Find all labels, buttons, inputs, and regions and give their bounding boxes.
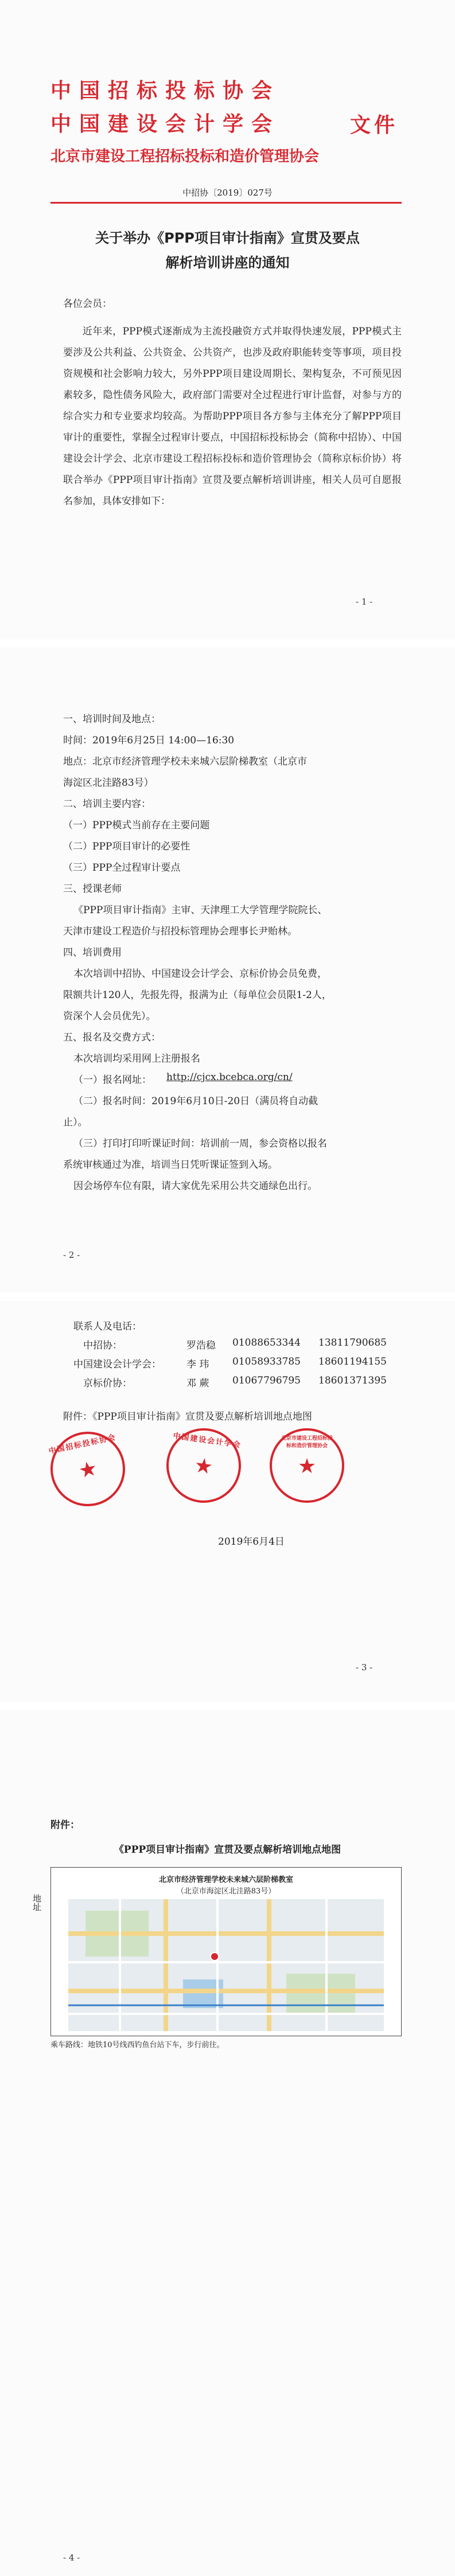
- star-icon: ★: [297, 1455, 317, 1478]
- map-caption-2: （北京市海淀区北洼路83号）: [176, 1887, 276, 1896]
- page-4: [0, 1710, 455, 2576]
- seal-2-text: 中国建设会计学会: [172, 1432, 242, 1450]
- intro-paragraph: 近年来，PPP模式逐渐成为主流投融资方式并取得快速发展，PPP模式主要涉及公共利益、公共资金、公共资产，也涉及政府职能转变等事项，项目投资规模和社会影响力较大，另外PPP项目建设周期长、架构复杂，不可预见因素较多，隐性债务风险大，政府部门需要对全过程进行审计监督，对参与方的综合实力和专业要求均较高。为帮助PPP项目各方参与主体充分了解PPP项目审计的重要性，掌握全过程审计要点，中国招标投标协会（简称中招协）、中国建设会计学会、北京市建设工程招标投标和造价管理协会（简称京标价协）将联合举办《PPP项目审计指南》宣贯及要点解析培训讲座，相关人员可自愿报名参加，具体安排如下：: [63, 326, 402, 507]
- registration-url-link[interactable]: http://cjcx.bcebca.org/cn/: [166, 1071, 293, 1083]
- seal-stamp-1: [44, 1425, 132, 1513]
- seal-stamp-2: [162, 1424, 246, 1508]
- doc-title-line-2: 解析培训讲座的通知: [165, 255, 290, 271]
- contact-phone: 01088653344: [232, 1337, 301, 1349]
- fee-line-1: 本次培训中招协、中国建设会计学会、京标价协会员免费，: [73, 968, 327, 980]
- contact-org: 京标价协：: [83, 1378, 132, 1389]
- location-map: [68, 1899, 384, 2031]
- content-item: （三）PPP全过程审计要点: [63, 862, 181, 874]
- page-number-1: - 1 -: [356, 597, 373, 607]
- destination-marker: [211, 1953, 219, 1961]
- seal-1-text: 中国招标投标协会: [48, 1433, 118, 1456]
- content-item: （二）PPP项目审计的必要性: [63, 841, 190, 852]
- section-1-heading: 一、培训时间及地点：: [63, 714, 161, 725]
- seal-3-text: 北京市建设工程招标投标和造价管理协会: [281, 1436, 333, 1449]
- contact-phone: 01058933785: [232, 1356, 301, 1367]
- registration-time-end: 止）。: [63, 1117, 88, 1128]
- attachment-label: 附件：: [50, 1819, 80, 1831]
- parking-note: 因会场停车位有限，请大家优先采用公共交通绿色出行。: [73, 1180, 317, 1192]
- registration-intro: 本次培训均采用网上注册报名: [73, 1053, 200, 1065]
- map-side-label: 地址: [32, 1894, 42, 1911]
- page-1: [0, 0, 455, 640]
- teacher-line-1: 《PPP项目审计指南》主审、天津理工大学管理学院院长、: [73, 905, 328, 916]
- red-rule: [50, 202, 402, 204]
- training-place-2: 海淀区北洼路83号）: [63, 777, 154, 789]
- map-caption-1: 北京市经济管理学校未来城六层阶梯教室: [158, 1876, 293, 1884]
- salutation: 各位会员：: [63, 298, 112, 310]
- section-5-heading: 五、报名及交费方式：: [63, 1032, 161, 1043]
- ticket-print-note-2: 系统审核通过为准，培训当日凭听课证签到入场。: [63, 1159, 278, 1171]
- contact-name: 罗浩稳: [186, 1340, 216, 1351]
- star-icon: ★: [76, 1456, 100, 1483]
- star-icon: ★: [192, 1453, 215, 1480]
- ticket-print-note: （三）打印打印听课证时间：培训前一周，参会资格以报名: [73, 1138, 327, 1149]
- contact-mobile: 18601194155: [318, 1356, 387, 1367]
- fee-line-3: 资深个人会员优先）。: [63, 1011, 156, 1022]
- park-area: [286, 1974, 355, 2014]
- page-number-3: - 3 -: [356, 1662, 373, 1673]
- training-place-1: 地点：北京市经济管理学校未来城六层阶梯教室（北京市: [63, 756, 307, 767]
- page-number-2: - 2 -: [63, 1250, 80, 1260]
- fee-line-2: 限额共计120人，先报先得，报满为止（每单位会员限1-2人，: [63, 989, 332, 1001]
- attachment-reference: 附件：《PPP项目审计指南》宣贯及要点解析培训地点地图: [63, 1411, 312, 1423]
- doc-title-line-1: 关于举办《PPP项目审计指南》宣贯及要点: [95, 230, 360, 246]
- seal-stamp-3: [270, 1428, 344, 1503]
- contact-org: 中招协：: [83, 1340, 122, 1351]
- page-2: [0, 648, 455, 1293]
- contact-name: 邓 蕨: [186, 1378, 209, 1389]
- teacher-line-2: 天津市建设工程造价与招投标管理协会理事长尹贻林。: [63, 926, 297, 937]
- registration-time: （二）报名时间：2019年6月10日-20日（满员将自动截: [73, 1096, 318, 1107]
- doc-word: 文件: [350, 113, 399, 137]
- section-3-heading: 三、授课老师: [63, 883, 122, 895]
- issuer-org-3: 北京市建设工程招标投标和造价管理协会: [50, 148, 320, 165]
- page-number-4: - 4 -: [63, 2552, 80, 2563]
- contacts-heading: 联系人及电话：: [73, 1321, 142, 1332]
- contact-phone: 01067796795: [232, 1375, 301, 1386]
- attachment-title: 《PPP项目审计指南》宣贯及要点解析培训地点地图: [114, 1844, 341, 1856]
- contact-mobile: 13811790685: [318, 1337, 387, 1349]
- contact-name: 李 玮: [186, 1359, 209, 1370]
- page-3: [0, 1301, 455, 1702]
- map-frame: [50, 1867, 402, 2036]
- section-4-heading: 四、培训费用: [63, 947, 122, 958]
- registration-url-label: （一）报名网址：: [73, 1074, 151, 1086]
- signing-date: 2019年6月4日: [218, 1536, 285, 1548]
- content-item: （一）PPP模式当前存在主要问题: [63, 820, 210, 831]
- issuer-org-1: 中国招标投标协会: [50, 79, 281, 103]
- training-time: 时间：2019年6月25日 14:00—16:30: [63, 735, 235, 746]
- issuer-org-2: 中国建设会计学会: [50, 112, 281, 136]
- contact-org: 中国建设会计学会：: [73, 1359, 161, 1370]
- contact-mobile: 18601371395: [318, 1375, 387, 1386]
- section-2-heading: 二、培训主要内容：: [63, 798, 151, 810]
- transport-note: 乘车路线：地铁10号线西钓鱼台站下车，步行前往。: [50, 2041, 224, 2049]
- doc-number: 中招协〔2019〕027号: [182, 188, 273, 198]
